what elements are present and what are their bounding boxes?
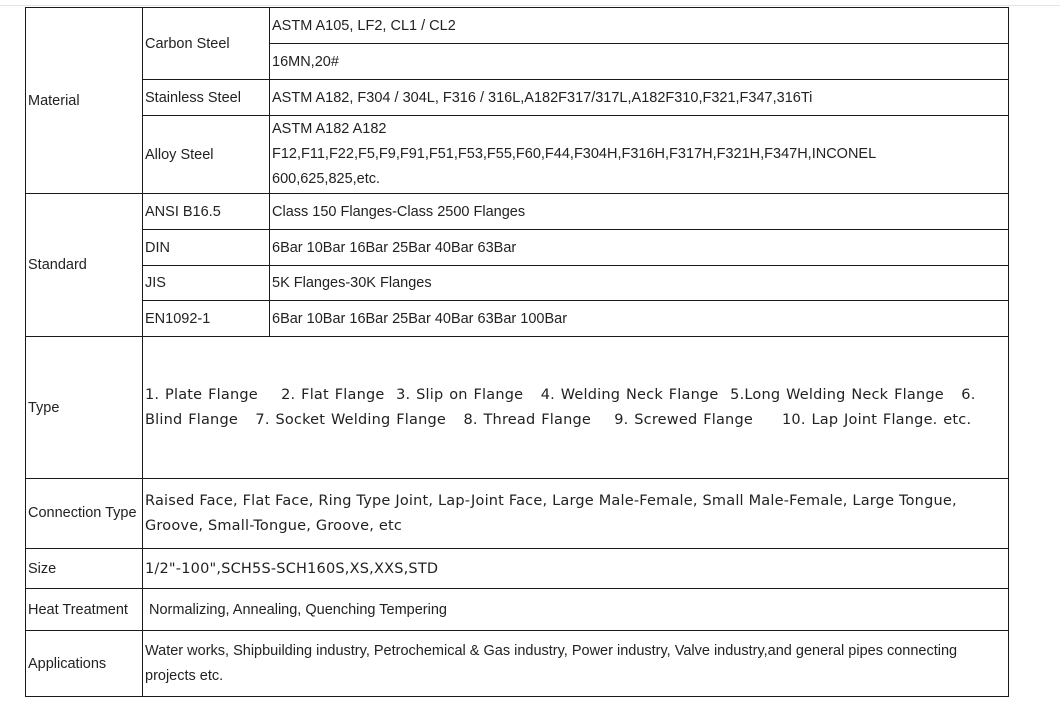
heat-treatment-value: Normalizing, Annealing, Quenching Tempering [143,589,1009,631]
alloy-steel-value [270,116,1009,194]
table-row [26,631,1009,697]
table-row [26,589,1009,631]
applications-label: Applications [26,631,143,697]
table-row [26,80,1009,116]
jis-label: JIS [143,266,270,301]
din-value: 6Bar 10Bar 16Bar 25Bar 40Bar 63Bar [270,230,1009,266]
ansi-value: Class 150 Flanges-Class 2500 Flanges [270,194,1009,230]
type-value: 1. Plate Flange 2. Flat Flange 3. Slip on Flange 4. Welding Neck Flange 5.Long Welding Neck Flange 6. Blind Flange 7. Socket Welding Flange 8. Thread Flange 9. Screwed Flange 10. Lap Joint Flange. etc. [143,337,1009,479]
connection-type-label: Connection Type [26,479,143,549]
carbon-steel-label: Carbon Steel [143,8,270,80]
en-label: EN1092-1 [143,301,270,337]
ansi-label: ANSI B16.5 [143,194,270,230]
table-row [26,301,1009,337]
table-row [26,194,1009,230]
carbon-steel-value-1: ASTM A105, LF2, CL1 / CL2 [270,8,1009,44]
jis-value: 5K Flanges-30K Flanges [270,266,1009,301]
applications-value: Water works, Shipbuilding industry, Petrochemical & Gas industry, Power industry, Valve industry,and general pipes connecting projects etc. [143,631,1009,697]
heat-treatment-label: Heat Treatment [26,589,143,631]
size-label: Size [26,549,143,589]
size-value: 1/2"-100",SCH5S-SCH160S,XS,XXS,STD [143,549,1009,589]
connection-type-value: Raised Face, Flat Face, Ring Type Joint, Lap-Joint Face, Large Male-Female, Small Male-Female, Large Tongue, Groove, Small-Tongue, Groove, etc [143,479,1009,549]
din-label: DIN [143,230,270,266]
table-row [26,8,1009,44]
en-value: 6Bar 10Bar 16Bar 25Bar 40Bar 63Bar 100Bar [270,301,1009,337]
table-row [26,337,1009,479]
stainless-steel-label: Stainless Steel [143,80,270,116]
spec-table [25,7,1009,697]
type-label: Type [26,337,143,479]
table-row [26,230,1009,266]
alloy-line-2: F12,F11,F22,F5,F9,F91,F51,F53,F55,F60,F44,F304H,F316H,F317H,F321H,F347H,INCONEL [272,146,877,162]
material-label: Material [26,8,143,194]
top-divider [0,5,1060,6]
table-row [26,549,1009,589]
table-row [26,116,1009,194]
alloy-steel-label: Alloy Steel [143,116,270,194]
alloy-line-3: 600,625,825,etc. [272,171,381,187]
alloy-line-1: ASTM A182 A182 [272,121,387,137]
standard-label: Standard [26,194,143,337]
carbon-steel-value-2: 16MN,20# [270,44,1009,80]
table-row [26,479,1009,549]
stainless-steel-value: ASTM A182, F304 / 304L, F316 / 316L,A182F317/317L,A182F310,F321,F347,316Ti [270,80,1009,116]
table-row [26,266,1009,301]
